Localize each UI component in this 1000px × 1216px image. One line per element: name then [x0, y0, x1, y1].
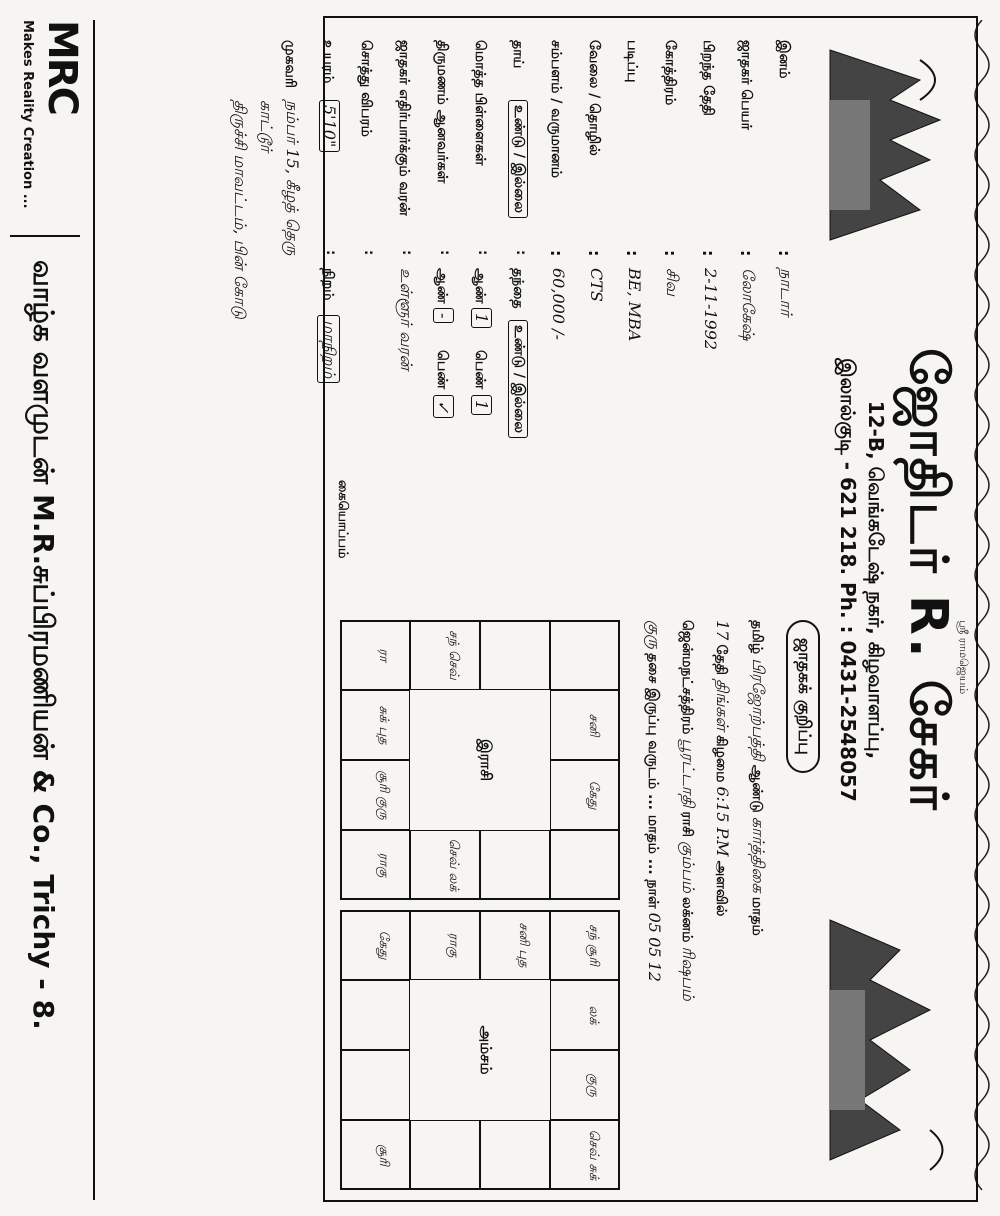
field-value: நாடார்	[777, 268, 796, 317]
birth-line-4	[643, 620, 664, 1180]
rasi-title: இராசி	[477, 739, 495, 781]
chart-cell	[340, 690, 410, 760]
height-label: உயரம்	[320, 40, 336, 84]
property-row	[348, 40, 382, 600]
dasa-month: 05	[645, 937, 664, 958]
date-label: தேதி	[713, 644, 729, 676]
field-label: சம்பளம் / வருமானம்	[548, 40, 564, 178]
chart-cell	[340, 1050, 410, 1120]
dasa-line: தசை இருப்பு வருடம் ... மாதம் ... நாள்	[645, 653, 661, 909]
chart-cell-text: செவ் சுக்	[586, 1129, 601, 1181]
chart-cell	[550, 980, 620, 1050]
colon: :	[737, 250, 756, 257]
time-label: அளவில்	[713, 860, 729, 917]
address-row	[231, 40, 306, 600]
field-row	[614, 40, 648, 600]
time-value: 6:15 P.M	[713, 786, 732, 857]
chart-cell-text: சனி புத	[516, 922, 531, 968]
field-row	[576, 40, 610, 600]
field-label: கோத்திரம்	[662, 40, 678, 106]
field-row	[652, 40, 686, 600]
chart-cell	[550, 1120, 620, 1190]
field-value: லோகேஷ்	[739, 268, 758, 341]
chart-cell	[410, 830, 480, 900]
address-line1: நம்பர் 15, கீழத் தெரு	[283, 100, 302, 256]
rasi-label: ராசி	[679, 811, 695, 837]
chart-cell-text: கேது	[586, 780, 601, 810]
chart-cell	[550, 1050, 620, 1120]
mother-options: உண்டு / இல்லை	[508, 100, 528, 218]
chart-cell	[480, 620, 550, 690]
chart-cell-text: ராகு	[376, 852, 391, 878]
color-value: மாநிறம்	[317, 315, 340, 383]
date-value: 17	[713, 620, 732, 641]
mother-label: தாய்	[510, 40, 526, 69]
day-value: திங்கள்	[713, 679, 732, 731]
year-suffix: ஆண்டு	[749, 764, 765, 813]
birth-line-2	[711, 620, 732, 1180]
expectation-row	[386, 40, 420, 600]
field-value: சிவ	[663, 268, 682, 296]
married-male-label: ஆண்	[434, 268, 450, 304]
color-label: நிறம்	[320, 268, 336, 301]
chart-cell	[340, 980, 410, 1050]
father-label: தந்தை	[510, 268, 526, 309]
chart-cell	[550, 830, 620, 900]
temple-left-icon	[820, 40, 960, 270]
dasa-year: 05	[645, 912, 664, 933]
card-title: ஜாதகக் குறிப்பு	[786, 620, 820, 773]
chart-cell	[410, 1120, 480, 1190]
colon: :	[513, 250, 528, 256]
footer-divider	[93, 20, 95, 1200]
lagna-label: லக்னம்	[679, 896, 695, 943]
address-label: முகவரி	[282, 40, 298, 88]
chart-cell-text: செவ் லக்	[446, 838, 461, 892]
footer-printer: வாழ்க வளமுடன் M.R.சுப்பிரமணியன் & Co., Trichy - 8.	[27, 260, 60, 1030]
chart-cell-text: லக்	[586, 1005, 601, 1025]
tamil-year-value: பிரஜோற்பத்தி	[749, 658, 768, 761]
signature-label: கையொப்பம்	[335, 480, 350, 559]
field-row	[766, 40, 800, 600]
field-value: CTS	[587, 268, 606, 302]
day-label: கிழமை	[713, 735, 729, 783]
shop-address: 12-B, வெங்கடேஷ் நகர், கிழவாளப்பு,	[864, 400, 888, 760]
parents-row	[500, 40, 534, 600]
chart-cell	[410, 620, 480, 690]
chart-cell-text: ராகு	[446, 932, 461, 958]
chart-cell	[480, 1120, 550, 1190]
chart-cell-text: சந் சூரி	[586, 924, 601, 966]
footer-tagline: Makes Reality Creation ...	[20, 20, 35, 209]
tamil-year-label: தமிழ்	[749, 620, 765, 655]
colon: :	[323, 250, 338, 256]
field-label: இனம்	[776, 40, 792, 79]
colon: :	[399, 250, 414, 256]
lagna-value: ரிஷபம்	[679, 946, 698, 1001]
footer-logo: MRC	[39, 20, 85, 114]
field-row	[690, 40, 724, 600]
chart-cell	[550, 620, 620, 690]
chart-cell	[340, 1120, 410, 1190]
chart-cell	[480, 830, 550, 900]
field-value: 60,000 /-	[549, 268, 568, 340]
shop-name: ஜோதிடர் R. சேகர்	[898, 348, 958, 812]
chart-cell	[480, 910, 550, 980]
siblings-label: மொத்த பிள்ளைகள்	[472, 40, 488, 166]
temple-right-icon	[820, 900, 960, 1190]
small-top-text: ஸ்ரீ ராமஜெயம்	[957, 620, 970, 695]
married-female-label: பெண்	[434, 350, 450, 390]
expectation-value: உள்ளூர் வரன்	[397, 268, 416, 371]
colon: :	[623, 250, 642, 257]
address-line2: காட்டூர்	[257, 100, 276, 152]
field-label: படிப்பு	[624, 40, 640, 83]
chart-cell	[340, 910, 410, 980]
colon: :	[547, 250, 566, 257]
dasa-day: 12	[645, 961, 664, 982]
male-count: 1	[471, 308, 492, 328]
chart-cell	[550, 760, 620, 830]
married-row	[424, 40, 458, 600]
colon: :	[585, 250, 604, 257]
shop-phone: இலால்குடி - 621 218. Ph. : 0431-2548057	[836, 358, 860, 802]
colon: :	[661, 250, 680, 257]
married-male-value: -	[433, 308, 454, 323]
chart-cell-text: சூரி	[376, 1144, 391, 1166]
field-label: ஜாதகர் பெயர்	[738, 40, 754, 130]
female-count: 1	[471, 395, 492, 415]
chart-cell-text: கேது	[376, 930, 391, 960]
rasi-value: கும்பம்	[679, 841, 698, 893]
field-row	[538, 40, 572, 600]
father-options: உண்டு / இல்லை	[508, 320, 528, 438]
colon: :	[475, 250, 490, 256]
address-line3: திருச்சி மாவட்டம், பின் கோடு	[231, 100, 250, 319]
colon: :	[775, 250, 794, 257]
expectation-label: ஜாதகர் எதிர்பார்க்கும் வரன்	[396, 40, 412, 216]
month-label: மாதம்	[749, 896, 765, 936]
birth-line-3	[677, 620, 698, 1180]
height-value: 5'10"	[319, 100, 340, 152]
colon: :	[437, 250, 452, 256]
field-value: 2-11-1992	[701, 268, 720, 351]
colon: :	[361, 250, 376, 256]
chart-cell-text: சந் செவ்	[446, 630, 461, 680]
month-value: கார்த்திகை	[749, 816, 768, 893]
amsam-title: அம்சம்	[477, 1025, 495, 1075]
male-label: ஆண்	[472, 268, 488, 304]
married-female-value: ✓	[433, 395, 454, 418]
married-label: திருமணம் ஆனவர்கள்	[434, 40, 450, 184]
chart-cell	[550, 690, 620, 760]
field-row	[728, 40, 762, 600]
chart-cell	[340, 830, 410, 900]
star-value: பூரட்டாதி	[679, 738, 698, 808]
chart-cell-text: சூரி குரு	[376, 770, 391, 820]
footer-vline	[10, 235, 80, 237]
field-label: பிறந்த தேதி	[700, 40, 716, 116]
colon: :	[699, 250, 718, 257]
property-label: சொத்து விபரம்	[358, 40, 374, 137]
field-value: BE, MBA	[625, 268, 644, 342]
chart-cell-text: சனி	[586, 713, 601, 737]
chart-cell-text: குரு	[586, 1073, 601, 1097]
chart-cell	[340, 620, 410, 690]
chart-cell	[340, 760, 410, 830]
chart-cell	[550, 910, 620, 980]
chart-cell	[410, 910, 480, 980]
chart-cell-text: சுக் புத	[376, 705, 391, 745]
star-label: ஜென்மநட்சத்திரம்	[679, 620, 695, 735]
female-label: பெண்	[472, 350, 488, 390]
field-label: வேலை / தொழில்	[586, 40, 602, 156]
birth-line-1	[747, 620, 768, 1180]
dasa-planet: குரு	[645, 620, 664, 649]
siblings-row	[462, 40, 496, 600]
chart-cell-text: ரா	[376, 648, 391, 662]
